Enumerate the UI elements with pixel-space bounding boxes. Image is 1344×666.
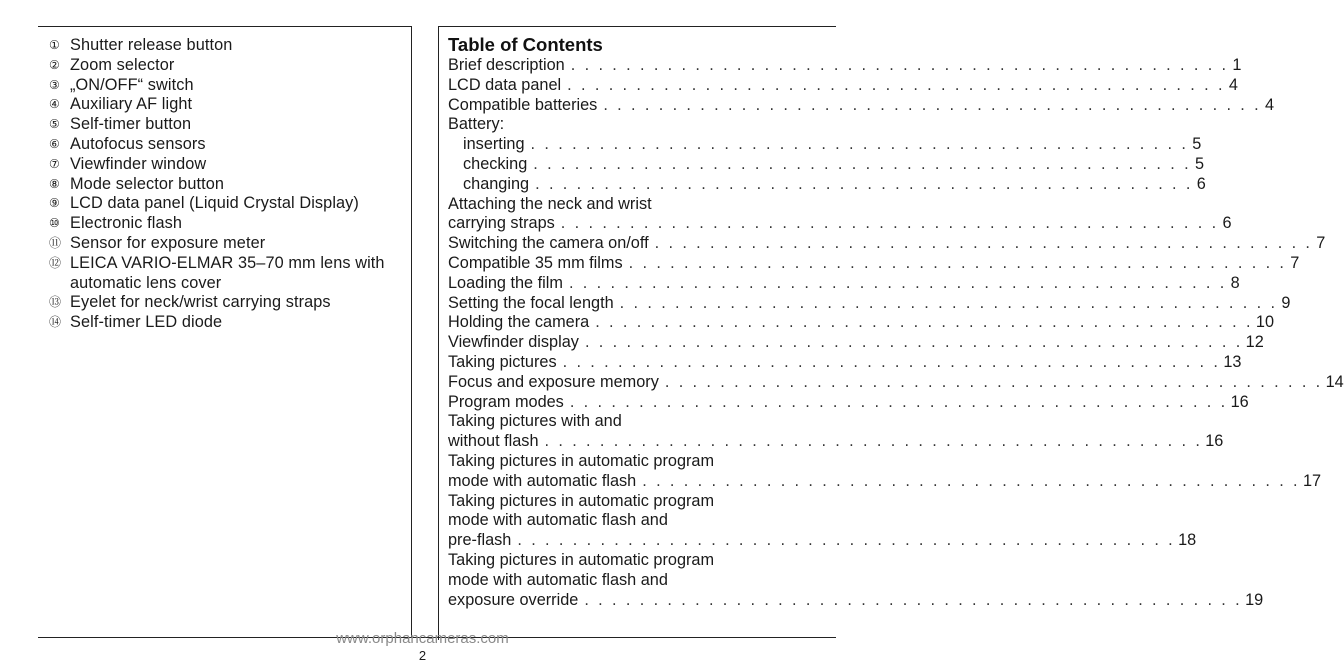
toc-entry-label: Attaching the neck and wrist [448, 194, 652, 213]
toc-entry-label: carrying straps [448, 214, 555, 233]
toc-entry [448, 551, 790, 571]
toc-entry-label: Switching the camera on/off [448, 234, 649, 253]
part-label: Zoom selector [70, 55, 175, 74]
part-item [49, 293, 409, 313]
left-frame-side-rule [411, 26, 412, 638]
toc-entry-page: 9 [1281, 293, 1291, 312]
toc-entry-label: inserting [463, 135, 525, 154]
part-item [49, 155, 409, 175]
toc-leader-dots: . . . . . . . . . . . . . . . . . . . . . . . . . . . . . . . . . . . . . . . . . . . . . . . . [628, 253, 1287, 272]
part-item [49, 76, 409, 96]
toc-entry-label: mode with automatic flash [448, 471, 637, 490]
toc-entry-label: Taking pictures [448, 352, 557, 371]
part-number: ⑥ [49, 136, 60, 151]
toc-title: Table of Contents [448, 34, 603, 55]
toc-entry-page: 7 [1316, 234, 1326, 253]
part-item [49, 234, 409, 254]
part-label: Eyelet for neck/wrist carrying straps [70, 293, 331, 312]
part-item [49, 254, 409, 294]
toc-entry [448, 253, 1300, 274]
toc-leader-dots: . . . . . . . . . . . . . . . . . . . . . . . . . . . . . . . . . . . . . . . . . . . . . . . . [654, 234, 1313, 253]
part-label: Self-timer button [70, 115, 192, 134]
toc-leader-dots: . . . . . . . . . . . . . . . . . . . . . . . . . . . . . . . . . . . . . . . . . . . . . . . . [533, 154, 1191, 173]
toc-leader-dots: . . . . . . . . . . . . . . . . . . . . . . . . . . . . . . . . . . . . . . . . . . . . . . . . [664, 372, 1323, 391]
toc-entry [448, 471, 1322, 492]
part-number: ⑨ [49, 196, 60, 211]
toc-entry-page: 1 [1232, 56, 1242, 74]
toc-entry-page: 5 [1192, 135, 1202, 154]
toc-entry [448, 135, 1202, 155]
toc-leader-dots: . . . . . . . . . . . . . . . . . . . . . . . . . . . . . . . . . . . . . . . . . . . . . . . . [584, 333, 1243, 352]
toc-entry-label: Taking pictures with and [448, 412, 622, 431]
part-item [49, 214, 409, 234]
toc-leader-dots: . . . . . . . . . . . . . . . . . . . . . . . . . . . . . . . . . . . . . . . . . . . . . . . . [584, 590, 1243, 609]
toc-entry-label: Setting the focal length [448, 293, 614, 312]
part-number: ① [49, 38, 60, 52]
toc-entry-label: Battery: [448, 115, 505, 134]
toc-entry-label: LCD data panel [448, 75, 562, 94]
toc-entry [448, 214, 1232, 234]
toc-entry-label: Brief description [448, 56, 565, 74]
toc-entry-label: Loading the film [448, 273, 563, 292]
toc-entry [448, 492, 790, 512]
toc-entry [448, 352, 1242, 373]
toc-entry [448, 234, 1326, 254]
toc-entry [448, 590, 1264, 611]
toc-leader-dots: . . . . . . . . . . . . . . . . . . . . . . . . . . . . . . . . . . . . . . . . . . . . . . . . [544, 432, 1203, 451]
part-item [49, 56, 409, 76]
toc-entry [448, 392, 1249, 413]
toc-leader-dots: . . . . . . . . . . . . . . . . . . . . . . . . . . . . . . . . . . . . . . . . . . . . . . . . [535, 174, 1193, 193]
toc-entry-page: 17 [1302, 471, 1322, 490]
toc-leader-dots: . . . . . . . . . . . . . . . . . . . . . . . . . . . . . . . . . . . . . . . . . . . . . . . . [595, 313, 1253, 332]
toc-entry-page: 4 [1228, 75, 1238, 94]
toc-entry [448, 174, 1206, 195]
toc-entry-page: 4 [1265, 95, 1275, 114]
part-label: Mode selector button [70, 174, 225, 193]
toc-entry [448, 293, 1291, 314]
toc-entry-label: Compatible batteries [448, 95, 598, 114]
toc-entry-page: 18 [1178, 531, 1197, 550]
toc-entry-label: checking [463, 154, 528, 173]
toc-entry-label: without flash [448, 432, 539, 451]
part-item [49, 313, 409, 333]
toc-entry-page: 16 [1205, 432, 1224, 451]
toc-entry-page: 19 [1245, 590, 1264, 609]
toc-entry-label: changing [463, 174, 530, 193]
part-number: ⑦ [49, 156, 60, 171]
part-label: Sensor for exposure meter [70, 233, 266, 252]
toc-entry-page: 14 [1325, 372, 1344, 391]
toc-entry-page: 6 [1196, 174, 1206, 193]
part-number: ⑭ [49, 315, 62, 330]
part-label: Autofocus sensors [70, 134, 206, 153]
right-frame-top-rule [438, 26, 836, 27]
toc-entry [448, 273, 1240, 294]
toc-entry-page: 13 [1223, 352, 1242, 371]
toc-entry-label: Taking pictures in automatic program [448, 451, 715, 470]
toc-leader-dots: . . . . . . . . . . . . . . . . . . . . . . . . . . . . . . . . . . . . . . . . . . . . . . . . [517, 531, 1176, 550]
toc-leader-dots: . . . . . . . . . . . . . . . . . . . . . . . . . . . . . . . . . . . . . . . . . . . . . . . . [560, 214, 1219, 233]
toc-entry-label: Taking pictures in automatic program [448, 491, 715, 510]
toc-entry-page: 7 [1290, 253, 1300, 272]
toc-leader-dots: . . . . . . . . . . . . . . . . . . . . . . . . . . . . . . . . . . . . . . . . . . . . . . . . [570, 56, 1229, 74]
toc-entry-page: 8 [1230, 273, 1240, 292]
toc-entry [448, 571, 790, 591]
part-label: LEICA VARIO-ELMAR 35–70 mm lens with automatic lens cover [70, 253, 385, 292]
toc-entry [448, 452, 790, 472]
toc-entry-label: Focus and exposure memory [448, 372, 659, 391]
part-label: Auxiliary AF light [70, 95, 193, 114]
toc-leader-dots: . . . . . . . . . . . . . . . . . . . . . . . . . . . . . . . . . . . . . . . . . . . . . . . . [568, 273, 1227, 292]
camera-parts-list [49, 36, 409, 333]
toc-entry-label: Program modes [448, 392, 564, 411]
part-item [49, 135, 409, 155]
part-item [49, 95, 409, 115]
watermark-url: www.orphancameras.com [336, 630, 509, 647]
toc-leader-dots: . . . . . . . . . . . . . . . . . . . . . . . . . . . . . . . . . . . . . . . . . . . . . . . . [530, 135, 1189, 154]
toc-entry [448, 75, 1238, 96]
part-number: ⑪ [49, 235, 62, 250]
part-label: Viewfinder window [70, 154, 207, 173]
page-number: 2 [418, 648, 427, 663]
toc-entry-label: mode with automatic flash and [448, 570, 668, 589]
toc-leader-dots: . . . . . . . . . . . . . . . . . . . . . . . . . . . . . . . . . . . . . . . . . . . . . . . . [619, 293, 1278, 312]
toc-entry-label: Compatible 35 mm films [448, 253, 623, 272]
toc-entry [448, 115, 790, 135]
part-label: Shutter release button [70, 36, 233, 54]
toc-entry-page: 16 [1230, 392, 1249, 411]
part-item [49, 175, 409, 195]
part-number: ④ [49, 97, 60, 112]
left-frame-top-rule [38, 26, 412, 27]
part-number: ⑫ [49, 255, 62, 270]
toc-leader-dots: . . . . . . . . . . . . . . . . . . . . . . . . . . . . . . . . . . . . . . . . . . . . . . . . [569, 392, 1228, 411]
part-item [49, 115, 409, 135]
toc-entry-page: 10 [1255, 313, 1275, 332]
right-frame-side-rule [438, 26, 439, 640]
toc-entry-label: Holding the camera [448, 313, 590, 332]
toc-entry [448, 313, 1275, 333]
part-label: Self-timer LED diode [70, 313, 223, 332]
toc-entry [448, 56, 1242, 76]
toc-entry-label: pre-flash [448, 531, 512, 550]
toc-entry-label: mode with automatic flash and [448, 511, 668, 530]
part-label: „ON/OFF“ switch [70, 75, 194, 94]
toc-entry-page: 6 [1222, 214, 1232, 233]
toc-leader-dots: . . . . . . . . . . . . . . . . . . . . . . . . . . . . . . . . . . . . . . . . . . . . . . . . [562, 352, 1221, 371]
toc-entry-label: Viewfinder display [448, 333, 579, 352]
part-number: ⑧ [49, 176, 60, 191]
toc-entry [448, 372, 1344, 393]
toc-entry-label: Taking pictures in automatic program [448, 550, 715, 569]
toc-entry-page: 5 [1194, 154, 1204, 173]
toc-entry [448, 195, 790, 215]
part-number: ⑬ [49, 295, 62, 310]
part-number: ⑤ [49, 117, 60, 132]
toc-entry-page: 12 [1245, 333, 1264, 352]
part-label: Electronic flash [70, 214, 182, 233]
toc-entry [448, 412, 790, 432]
toc-leader-dots: . . . . . . . . . . . . . . . . . . . . . . . . . . . . . . . . . . . . . . . . . . . . . . . . [642, 471, 1300, 490]
toc-entry-label: exposure override [448, 590, 579, 609]
toc-entry [448, 432, 1224, 452]
part-item [49, 194, 409, 214]
toc-entry [448, 531, 1197, 551]
part-label: LCD data panel (Liquid Crystal Display) [70, 194, 359, 213]
toc-entry [448, 511, 790, 531]
toc-leader-dots: . . . . . . . . . . . . . . . . . . . . . . . . . . . . . . . . . . . . . . . . . . . . . . . . [567, 75, 1225, 94]
toc-list [448, 56, 1344, 610]
part-number: ⑩ [49, 216, 60, 231]
toc-entry [448, 333, 1264, 353]
part-number: ③ [49, 77, 60, 92]
toc-entry [448, 95, 1275, 116]
toc-entry [448, 154, 1204, 175]
part-item [49, 36, 409, 56]
part-number: ② [49, 57, 60, 72]
toc-leader-dots: . . . . . . . . . . . . . . . . . . . . . . . . . . . . . . . . . . . . . . . . . . . . . . . . [603, 95, 1262, 114]
